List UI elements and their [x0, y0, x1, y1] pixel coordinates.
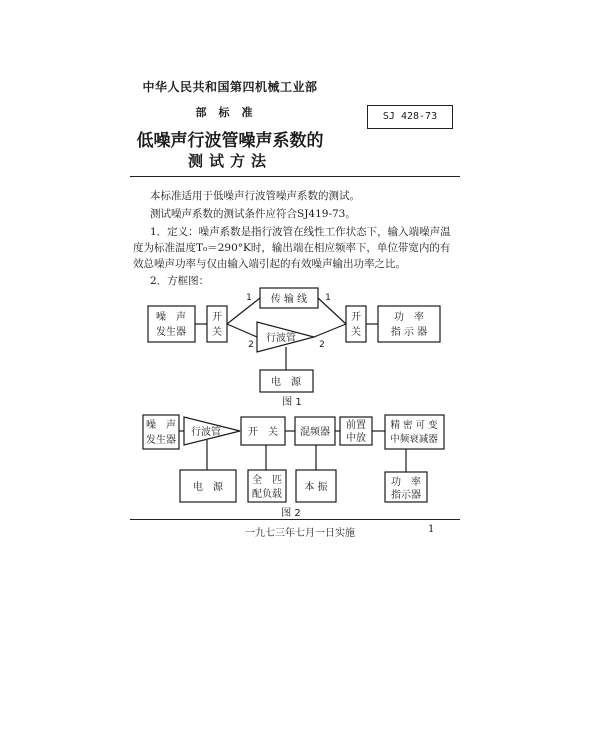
- fig1-port-2-right: 2: [319, 340, 325, 350]
- standard-label: 部标准: [195, 106, 265, 119]
- paragraph-intro: 本标准适用于低噪声行波管噪声系数的测试。: [150, 190, 360, 202]
- fig1-power-supply-label: 电 源: [271, 377, 301, 388]
- fig2-attenuator-label-2: 中频衰减器: [390, 434, 438, 445]
- fig2-local-osc-label: 本 振: [304, 482, 328, 493]
- fig1-port-2-left: 2: [248, 340, 254, 350]
- definition-line1: 1．定义：噪声系数是指行波管在线性工作状态下，输入端噪声温: [150, 226, 451, 238]
- fig2-noise-source-label-1: 噪 声: [146, 420, 176, 431]
- ministry-name: 中华人民共和国第四机械工业部: [142, 80, 318, 94]
- fig1-twt-label: 行波管: [266, 333, 296, 344]
- definition-line2: 度为标准温度T₀＝290°K时，输出端在相应频率下，单位带宽内的有: [133, 242, 451, 254]
- fig2-power-meter-label-2: 指示器: [391, 490, 421, 501]
- fig2-preamp-label-2: 中放: [346, 433, 366, 444]
- fig2-twt-label: 行波管: [191, 427, 221, 438]
- fig2-mixer-label: 混频器: [300, 427, 330, 438]
- fig1-noise-source-label-1: 噪 声: [156, 312, 186, 323]
- fig2-attenuator-label-1: 精 密 可 变: [390, 420, 438, 431]
- standard-code-box: SJ 428-73: [367, 105, 453, 129]
- fig2-preamp-label-1: 前置: [346, 420, 366, 431]
- fig1-power-meter-label-1: 功 率: [394, 312, 424, 323]
- fig1-switch-left-label-1: 开: [212, 312, 222, 323]
- figure2-diagram: [0, 405, 600, 520]
- fig1-port-1-right: 1: [325, 293, 331, 303]
- paragraph-conditions: 测试噪声系数的测试条件应符合SJ419-73。: [150, 208, 356, 220]
- fig1-caption: 图 1: [282, 397, 302, 408]
- implementation-date: 一九七三年七月一日实施: [245, 528, 355, 539]
- fig1-transmission-line-label: 传 输 线: [270, 294, 308, 305]
- fig1-noise-source-label-2: 发生器: [156, 327, 186, 338]
- fig2-noise-source-label-2: 发生器: [146, 435, 176, 446]
- document-title-line2: 测试方法: [187, 152, 272, 170]
- fig2-matched-load-label-2: 配负载: [252, 489, 282, 500]
- block-diagram-heading: 2．方框图：: [150, 275, 210, 287]
- fig1-switch-right-label-2: 关: [351, 327, 361, 338]
- fig1-switch-left-label-2: 关: [212, 327, 222, 338]
- fig2-power-meter-label-1: 功 率: [391, 477, 421, 488]
- fig2-matched-load-label-1: 全 匹: [252, 475, 282, 486]
- page-number: 1: [428, 524, 435, 535]
- fig2-caption: 图 2: [281, 508, 301, 519]
- footer-rule: [130, 519, 460, 520]
- fig2-switch-label: 开 关: [248, 427, 278, 438]
- fig2-power-supply-label: 电 源: [193, 482, 223, 493]
- fig1-power-meter-label-2: 指 示 器: [390, 327, 428, 338]
- fig1-port-1-left: 1: [246, 293, 252, 303]
- definition-line3: 效总噪声功率与仅由输入端引起的有效噪声输出功率之比。: [133, 258, 406, 270]
- document-title-line1: 低噪声行波管噪声系数的: [136, 131, 324, 151]
- fig1-switch-right-label-1: 开: [351, 312, 361, 323]
